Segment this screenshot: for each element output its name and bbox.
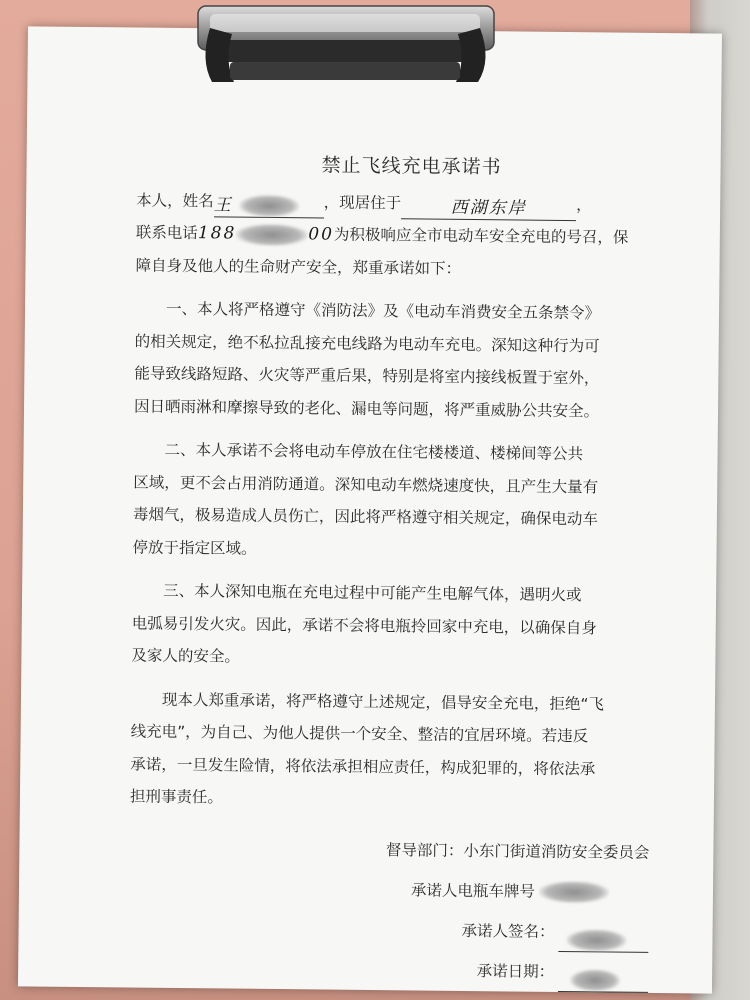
paper-sheet: [18, 26, 722, 993]
clause-3-line: 三、本人深知电瓶在充电过程中可能产生电解气体，遇明火或: [163, 581, 582, 605]
plate-line: [129, 867, 649, 912]
clause-2-line: 停放于指定区域。: [132, 537, 257, 558]
closing-pledge: [130, 683, 651, 818]
document-title: 禁止飞线充电承诺书: [321, 154, 502, 179]
clause-1-line: 的相关规定，绝不私拉乱接充电线路为电动车充电。深知这种行为可: [134, 332, 600, 355]
clause-3-line: 及家人的安全。: [131, 646, 241, 666]
address-field: 西湖东岸: [401, 196, 576, 221]
date-label: 承诺日期：: [476, 961, 555, 981]
address-comma: ，: [576, 195, 592, 214]
plate-redaction: [539, 881, 609, 904]
closing-line: 现本人郑重承诺，将严格遵守上述规定，倡导安全充电，拒绝“飞: [161, 690, 605, 713]
name-redaction: [239, 195, 299, 218]
phone-handwriting-end: 00: [308, 224, 335, 245]
name-label: 本人，姓名: [136, 191, 214, 210]
clause-2-line: 毒烟气，极易造成人员伤亡，因此将严格遵守相关规定，确保电动车: [132, 505, 598, 529]
phone-redaction: [236, 223, 308, 246]
document-body: [128, 148, 657, 993]
supervisor-label: 督导部门：小东门街道消防安全委员会: [385, 840, 650, 862]
clause-3-line: 电弧易引发火灾。因此，承诺不会将电瓶拎回家中充电，以确保自身: [131, 613, 597, 637]
signature-field: [558, 932, 648, 952]
clause-1-line: 因日晒雨淋和摩擦导致的老化、漏电等问题，将严重威胁公共安全。: [133, 396, 600, 420]
binder-clip-icon: [190, 0, 510, 100]
clause-2-line: 区域，更不会占用消防通道。深知电动车燃烧速度快，且产生大量有: [133, 472, 599, 496]
signature-block: [128, 827, 650, 992]
phone-label: 联系电话: [135, 223, 198, 243]
closing-line: 线充电”，为自己、为他人提供一个安全、整洁的宜居环境。若违反: [130, 722, 589, 746]
clause-2-line: 二、本人承诺不会将电动车停放在住宅楼楼道、楼梯间等公共: [164, 440, 584, 464]
date-line: [128, 947, 648, 992]
intro-line-2-text: 为积极响应全市电动车安全充电的号召，保: [333, 225, 629, 247]
name-field: [214, 194, 324, 219]
clause-1: [134, 293, 655, 428]
intro-line-2: [136, 217, 656, 255]
clause-1-line: 一、本人将严格遵守《消防法》及《电动车消费安全五条禁令》: [165, 299, 601, 323]
clause-1-line: 能导致线路短路、火灾等严重后果，特别是将室内接线板置于室外，: [134, 364, 600, 388]
closing-line: 承诺，一旦发生险情，将依法承担相应责任，构成犯罪的，将依法承: [130, 754, 596, 778]
date-redaction: [570, 969, 620, 992]
plate-label: 承诺人电瓶车牌号: [410, 880, 536, 901]
signer-line: [128, 907, 648, 952]
supervisor-line: [129, 827, 649, 872]
intro-line-1: [136, 184, 656, 222]
address-label: ，现居住于: [323, 192, 402, 212]
name-handwriting: 王: [213, 194, 233, 216]
date-field: [558, 972, 648, 992]
signer-label: 承诺人签名：: [461, 921, 555, 941]
intro-line-3: 障自身及他人的生命财产安全，郑重承诺如下：: [135, 256, 462, 278]
clause-3: [131, 574, 652, 677]
closing-line: 担刑事责任。: [129, 787, 224, 807]
signature-redaction: [566, 929, 626, 952]
phone-handwriting-start: 188: [197, 223, 237, 244]
clause-2: [132, 433, 653, 568]
